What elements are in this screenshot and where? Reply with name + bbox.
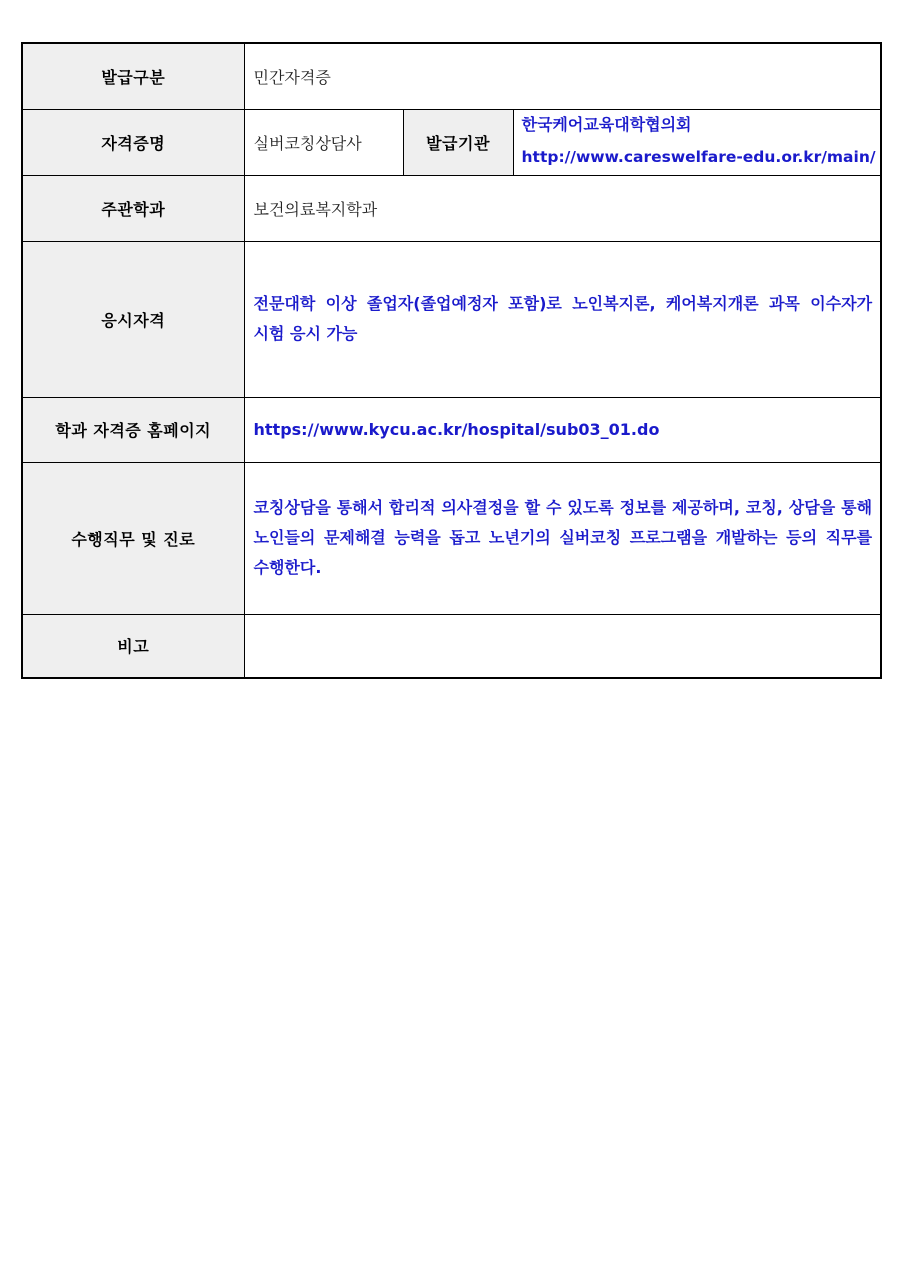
remarks-label: 비고	[22, 614, 244, 678]
duties-label: 수행직무 및 진로	[22, 462, 244, 614]
department-value: 보건의료복지학과	[244, 175, 881, 241]
eligibility-value: 전문대학 이상 졸업자(졸업예정자 포함)로 노인복지론, 케어복지개론 과목 이수자가 시험 응시 가능	[244, 241, 881, 397]
remarks-value	[244, 614, 881, 678]
issuer-org-link[interactable]: http://www.careswelfare-edu.or.kr/main/	[521, 148, 876, 166]
issue-type-value: 민간자격증	[244, 43, 881, 109]
row-department	[22, 175, 881, 241]
cert-name-value: 실버코칭상담사	[244, 109, 403, 175]
department-label: 주관학과	[22, 175, 244, 241]
cert-name-label: 자격증명	[22, 109, 244, 175]
row-eligibility	[22, 241, 881, 397]
issuer-org-name: 한국케어교육대학협의회	[521, 115, 692, 134]
row-remarks	[22, 614, 881, 678]
homepage-link[interactable]: https://www.kycu.ac.kr/hospital/sub03_01.do	[244, 397, 881, 462]
issuer-label: 발급기관	[403, 109, 513, 175]
homepage-label: 학과 자격증 홈페이지	[22, 397, 244, 462]
duties-value: 코칭상담을 통해서 합리적 의사결정을 할 수 있도록 정보를 제공하며, 코칭, 상담을 통해 노인들의 문제해결 능력을 돕고 노년기의 실버코칭 프로그램을 개발하는 등의 직무를 수행한다.	[244, 462, 881, 614]
issue-type-label: 발급구분	[22, 43, 244, 109]
row-homepage	[22, 397, 881, 462]
eligibility-label: 응시자격	[22, 241, 244, 397]
row-issue-type	[22, 43, 881, 109]
certificate-info-table	[21, 42, 882, 679]
issuer-cell	[513, 109, 881, 175]
row-duties	[22, 462, 881, 614]
row-cert-name	[22, 109, 881, 175]
